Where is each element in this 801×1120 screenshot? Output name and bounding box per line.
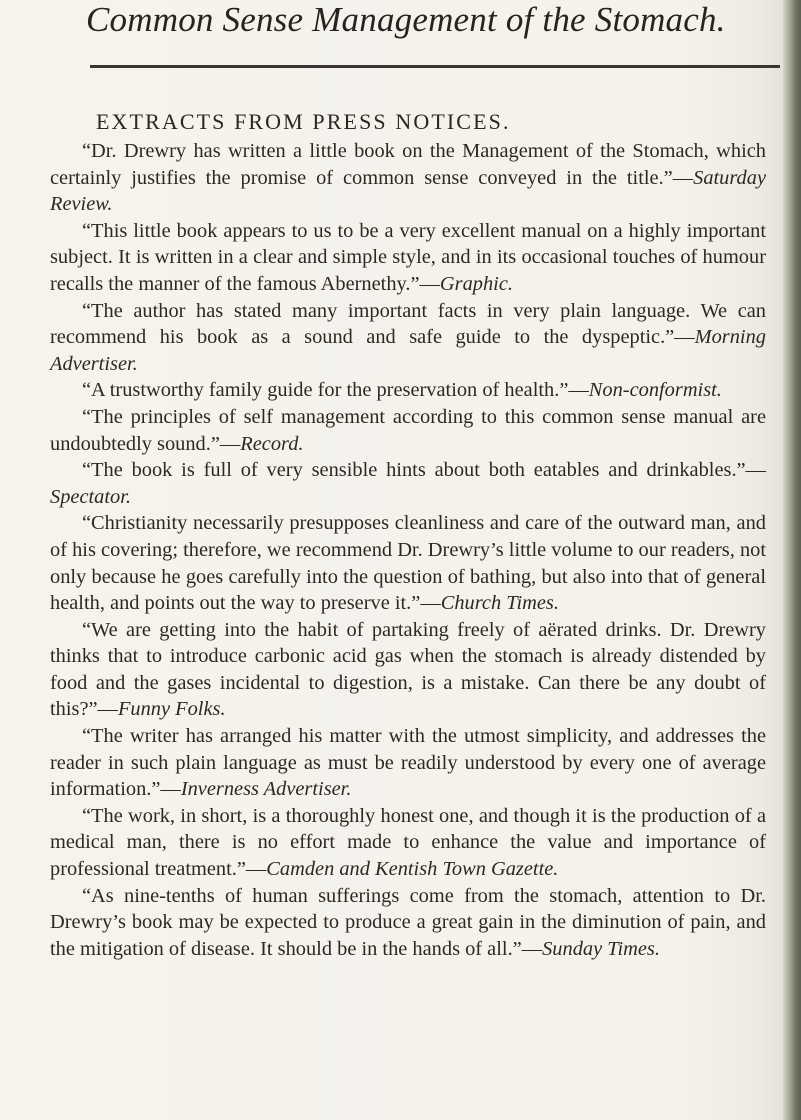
press-notice [50, 298, 766, 378]
notice-source: Saturday Review. [50, 166, 766, 216]
notice-source: Spectator. [50, 485, 131, 508]
notice-quote: “The work, in short, is a thoroughly honest one, and though it is the production of a medical man, there is no effort made to enhance the value and importance of professional treatment.”— [50, 804, 766, 881]
notice-quote: “As nine-tenths of human sufferings come from the stomach, attention to Dr. Drewry’s book may be expected to produce a great gain in the diminution of pain, and the mitigation of disease. It should be in the hands of all.”— [50, 884, 766, 960]
press-notice [50, 457, 766, 510]
press-notice [50, 138, 766, 218]
notice-quote: “Christianity necessarily presupposes cleanliness and care of the outward man, and of his covering; therefore, we recommend Dr. Drewry’s little volume to our readers, not only because he goes carefully into the question of bathing, but also into that of general health, and points out the way to preserve it.”— [50, 512, 766, 615]
running-head: Common Sense Management of the Stomach. [86, 0, 726, 39]
press-notice [50, 883, 766, 963]
notice-source: Graphic. [439, 272, 513, 295]
press-notice [50, 617, 766, 723]
notice-quote: “The author has stated many important facts in very plain language. We can recommend his book as a sound and safe guide to the dyspeptic.”— [50, 299, 766, 349]
notice-quote: “This little book appears to us to be a very excellent manual on a highly important subject. It is written in a clear and simple style, and in its occasional touches of humour recalls the manner of the famous Abernethy.”— [50, 219, 766, 295]
notice-source: Non-conformist. [588, 379, 722, 402]
notice-quote: “We are getting into the habit of partaking freely of aërated drinks. Dr. Drewry thinks that to introduce carbonic acid gas when the stomach is already distended by food and the gases incidental to digestion, is a mistake. Can there be any doubt of this?”— [50, 618, 766, 721]
notice-quote: “Dr. Drewry has written a little book on the Management of the Stomach, which certainly justifies the promise of common sense conveyed in the title.”— [50, 140, 766, 189]
notice-source: Camden and Kentish Town Gazette. [266, 858, 559, 881]
notice-quote: “The writer has arranged his matter with the utmost simplicity, and addresses the reader in such plain language as must be readily understood by every one of average information.”— [50, 725, 766, 801]
press-notice [50, 803, 766, 883]
notice-source: Record. [240, 432, 304, 455]
section-title: EXTRACTS FROM PRESS NOTICES. [96, 109, 511, 134]
press-notice [50, 377, 766, 404]
notice-quote: “A trustworthy family guide for the preservation of health.”— [82, 379, 589, 402]
notice-quote: “The principles of self management according to this common sense manual are undoubtedly sound.”— [50, 405, 766, 455]
press-notice [50, 723, 766, 803]
notices-list [50, 138, 766, 962]
header-rule [90, 65, 780, 68]
notice-source: Church Times. [440, 592, 559, 615]
page-edge [783, 0, 801, 1120]
notice-source: Funny Folks. [117, 698, 226, 721]
press-notice [50, 218, 766, 298]
notice-source: Sunday Times. [542, 937, 660, 960]
notice-source: Morning Advertiser. [50, 326, 766, 375]
press-notice [50, 404, 766, 457]
press-notice [50, 510, 766, 616]
notice-source: Inverness Advertiser. [180, 778, 352, 801]
notice-quote: “The book is full of very sensible hints about both eatables and drinkables.”— [82, 459, 766, 482]
